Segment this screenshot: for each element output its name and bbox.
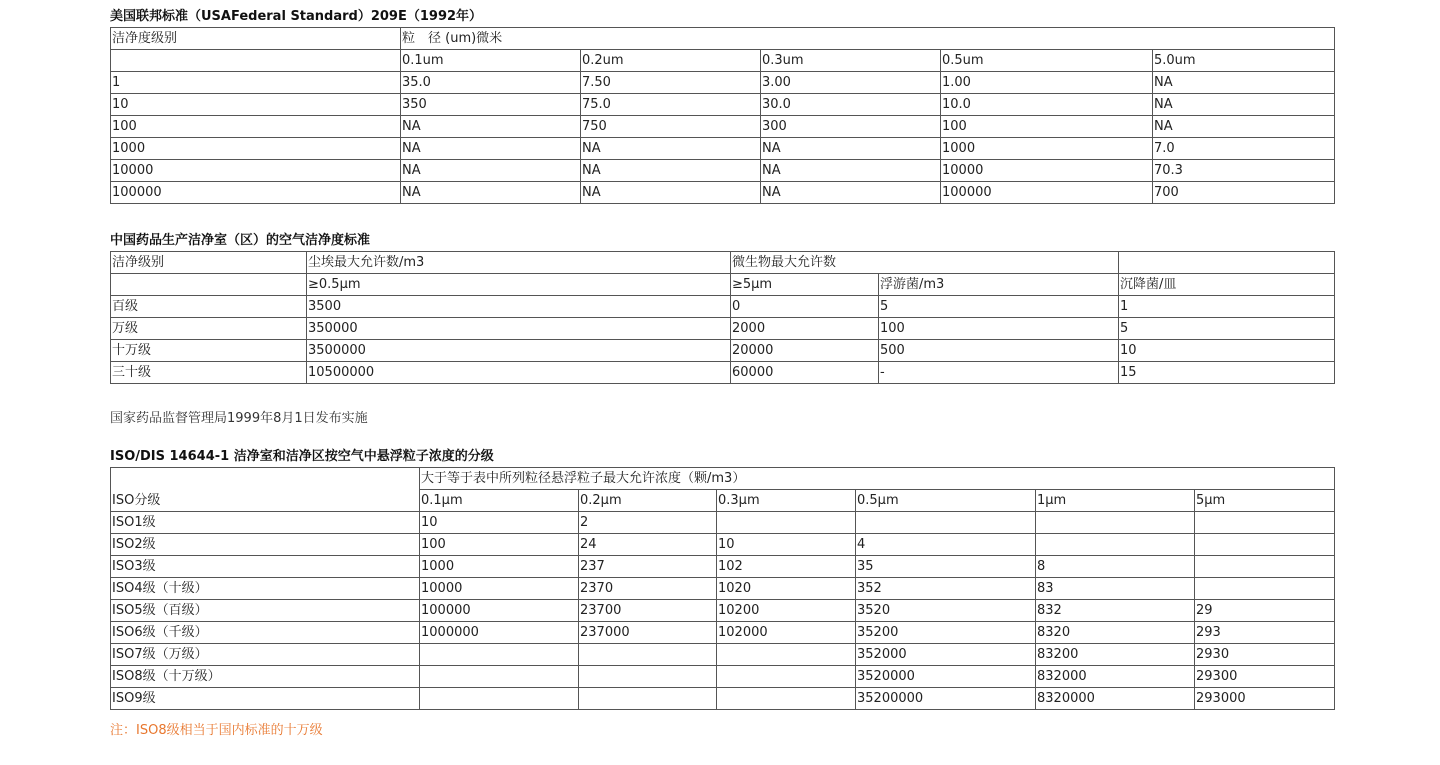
header-cleanliness-level: 洁净度级别 bbox=[111, 28, 401, 50]
cell: 10 bbox=[111, 94, 401, 116]
cell: NA bbox=[1153, 72, 1335, 94]
cell: 35 bbox=[856, 556, 1036, 578]
cell: 十万级 bbox=[111, 340, 307, 362]
cell: 3520 bbox=[856, 600, 1036, 622]
table-row bbox=[111, 160, 1335, 182]
cell: ISO6级（千级） bbox=[111, 622, 420, 644]
cell: 7.50 bbox=[581, 72, 761, 94]
cell: 75.0 bbox=[581, 94, 761, 116]
cell bbox=[717, 512, 856, 534]
cell bbox=[717, 666, 856, 688]
cell: 三十级 bbox=[111, 362, 307, 384]
cell bbox=[1195, 512, 1335, 534]
header-microbe: 微生物最大允许数 bbox=[731, 252, 1119, 274]
cell: 1000000 bbox=[420, 622, 579, 644]
table-row bbox=[111, 340, 1335, 362]
table-row bbox=[111, 622, 1335, 644]
cell: 10200 bbox=[717, 600, 856, 622]
cell bbox=[717, 644, 856, 666]
cell: NA bbox=[581, 138, 761, 160]
cell: 300 bbox=[761, 116, 941, 138]
cell: 83 bbox=[1036, 578, 1195, 600]
cell: 750 bbox=[581, 116, 761, 138]
header-concentration: 大于等于表中所列粒径悬浮粒子最大允许浓度（颗/m3） bbox=[420, 468, 1335, 490]
size-header: 0.5μm bbox=[856, 490, 1036, 512]
cell: 百级 bbox=[111, 296, 307, 318]
header-empty bbox=[111, 50, 401, 72]
cell: - bbox=[879, 362, 1119, 384]
cell bbox=[579, 688, 717, 710]
header-iso-class: ISO分级 bbox=[111, 468, 420, 512]
cell: NA bbox=[401, 182, 581, 204]
cell: 3520000 bbox=[856, 666, 1036, 688]
cell: 100 bbox=[879, 318, 1119, 340]
size-header: 5.0um bbox=[1153, 50, 1335, 72]
size-header: 0.2μm bbox=[579, 490, 717, 512]
cell: 8320 bbox=[1036, 622, 1195, 644]
header-empty bbox=[111, 274, 307, 296]
table-row bbox=[111, 296, 1335, 318]
cell: 29 bbox=[1195, 600, 1335, 622]
sub-header: ≥0.5μm bbox=[307, 274, 731, 296]
cell: 1000 bbox=[111, 138, 401, 160]
cell: 10000 bbox=[941, 160, 1153, 182]
cell: 350 bbox=[401, 94, 581, 116]
table-row bbox=[111, 182, 1335, 204]
cell: 8320000 bbox=[1036, 688, 1195, 710]
cell: 万级 bbox=[111, 318, 307, 340]
cell: 3.00 bbox=[761, 72, 941, 94]
size-header: 5μm bbox=[1195, 490, 1335, 512]
cell: ISO9级 bbox=[111, 688, 420, 710]
cell: 2370 bbox=[579, 578, 717, 600]
cell: 100 bbox=[941, 116, 1153, 138]
china-gmp-table bbox=[110, 251, 1335, 384]
cell: NA bbox=[401, 160, 581, 182]
cell: ISO8级（十万级） bbox=[111, 666, 420, 688]
cell bbox=[579, 666, 717, 688]
cell: NA bbox=[1153, 94, 1335, 116]
table-row bbox=[111, 666, 1335, 688]
size-header: 0.3μm bbox=[717, 490, 856, 512]
section1-title: 美国联邦标准（USAFederal Standard）209E（1992年） bbox=[110, 9, 483, 24]
cell: 102000 bbox=[717, 622, 856, 644]
cell: 102 bbox=[717, 556, 856, 578]
cell: 832 bbox=[1036, 600, 1195, 622]
cell: ISO7级（万级） bbox=[111, 644, 420, 666]
cell bbox=[1036, 534, 1195, 556]
size-header: 0.1μm bbox=[420, 490, 579, 512]
cell: 100000 bbox=[941, 182, 1153, 204]
cell: 4 bbox=[856, 534, 1036, 556]
cell: 1020 bbox=[717, 578, 856, 600]
cell: NA bbox=[761, 160, 941, 182]
cell: 2 bbox=[579, 512, 717, 534]
cell: ISO2级 bbox=[111, 534, 420, 556]
cell: 3500 bbox=[307, 296, 731, 318]
header-level: 洁净级别 bbox=[111, 252, 307, 274]
table-row bbox=[111, 534, 1335, 556]
sub-header: 沉降菌/皿 bbox=[1119, 274, 1335, 296]
cell: 10 bbox=[1119, 340, 1335, 362]
cell bbox=[717, 688, 856, 710]
cell: 10000 bbox=[111, 160, 401, 182]
table-row bbox=[111, 138, 1335, 160]
cell: 500 bbox=[879, 340, 1119, 362]
cell: NA bbox=[581, 160, 761, 182]
table-row bbox=[111, 578, 1335, 600]
cell: 83200 bbox=[1036, 644, 1195, 666]
size-header: 0.1um bbox=[401, 50, 581, 72]
cell: 237 bbox=[579, 556, 717, 578]
cell: 5 bbox=[879, 296, 1119, 318]
cell: 2000 bbox=[731, 318, 879, 340]
cell bbox=[1195, 534, 1335, 556]
table-row bbox=[111, 600, 1335, 622]
cell: 10 bbox=[717, 534, 856, 556]
table-row bbox=[111, 116, 1335, 138]
cell: 350000 bbox=[307, 318, 731, 340]
table-row bbox=[111, 556, 1335, 578]
cell: 100 bbox=[420, 534, 579, 556]
cell: 23700 bbox=[579, 600, 717, 622]
cell: 35200 bbox=[856, 622, 1036, 644]
sub-header: 浮游菌/m3 bbox=[879, 274, 1119, 296]
cell: NA bbox=[401, 116, 581, 138]
cell: 237000 bbox=[579, 622, 717, 644]
table-row bbox=[111, 72, 1335, 94]
cell bbox=[420, 644, 579, 666]
sub-header: ≥5μm bbox=[731, 274, 879, 296]
cell: 10500000 bbox=[307, 362, 731, 384]
cell bbox=[1195, 556, 1335, 578]
cell: 24 bbox=[579, 534, 717, 556]
cell: 0 bbox=[731, 296, 879, 318]
cell: 10 bbox=[420, 512, 579, 534]
cell: NA bbox=[401, 138, 581, 160]
cell: 352 bbox=[856, 578, 1036, 600]
iso-table bbox=[110, 467, 1335, 710]
size-header: 0.2um bbox=[581, 50, 761, 72]
cell bbox=[420, 688, 579, 710]
cell: 29300 bbox=[1195, 666, 1335, 688]
cell: 70.3 bbox=[1153, 160, 1335, 182]
cell: 1000 bbox=[941, 138, 1153, 160]
cell: ISO5级（百级） bbox=[111, 600, 420, 622]
release-note: 国家药品监督管理局1999年8月1日发布实施 bbox=[110, 411, 368, 426]
cell: 100 bbox=[111, 116, 401, 138]
cell: 15 bbox=[1119, 362, 1335, 384]
cell: 293 bbox=[1195, 622, 1335, 644]
table-row bbox=[111, 644, 1335, 666]
size-header: 0.3um bbox=[761, 50, 941, 72]
footnote: 注：ISO8级相当于国内标准的十万级 bbox=[110, 723, 323, 738]
cell: 2930 bbox=[1195, 644, 1335, 666]
cell: ISO1级 bbox=[111, 512, 420, 534]
size-header: 0.5um bbox=[941, 50, 1153, 72]
cell: 5 bbox=[1119, 318, 1335, 340]
cell: 10000 bbox=[420, 578, 579, 600]
table-row bbox=[111, 318, 1335, 340]
cell: 35200000 bbox=[856, 688, 1036, 710]
cell: 700 bbox=[1153, 182, 1335, 204]
size-header: 1μm bbox=[1036, 490, 1195, 512]
cell: 20000 bbox=[731, 340, 879, 362]
cell: 35.0 bbox=[401, 72, 581, 94]
cell: 1.00 bbox=[941, 72, 1153, 94]
cell bbox=[1036, 512, 1195, 534]
cell: 30.0 bbox=[761, 94, 941, 116]
cell: NA bbox=[761, 182, 941, 204]
cell: 100000 bbox=[111, 182, 401, 204]
header-dust: 尘埃最大允许数/m3 bbox=[307, 252, 731, 274]
cell: 1 bbox=[1119, 296, 1335, 318]
section3-title: ISO/DIS 14644-1 洁净室和洁净区按空气中悬浮粒子浓度的分级 bbox=[110, 449, 494, 464]
cell: 60000 bbox=[731, 362, 879, 384]
cell bbox=[1195, 578, 1335, 600]
header-empty bbox=[1119, 252, 1335, 274]
cell: 1000 bbox=[420, 556, 579, 578]
cell: 352000 bbox=[856, 644, 1036, 666]
cell: NA bbox=[1153, 116, 1335, 138]
cell: NA bbox=[761, 138, 941, 160]
cell: 100000 bbox=[420, 600, 579, 622]
table-row bbox=[111, 688, 1335, 710]
us-standard-table bbox=[110, 27, 1335, 204]
cell: 7.0 bbox=[1153, 138, 1335, 160]
cell: 10.0 bbox=[941, 94, 1153, 116]
table-row bbox=[111, 362, 1335, 384]
header-particle-size: 粒 径 (um)微米 bbox=[401, 28, 1335, 50]
cell: 832000 bbox=[1036, 666, 1195, 688]
cell: NA bbox=[581, 182, 761, 204]
cell bbox=[579, 644, 717, 666]
cell: ISO3级 bbox=[111, 556, 420, 578]
section2-title: 中国药品生产洁净室（区）的空气洁净度标准 bbox=[110, 233, 371, 248]
cell bbox=[856, 512, 1036, 534]
table-row bbox=[111, 512, 1335, 534]
cell: ISO4级（十级） bbox=[111, 578, 420, 600]
cell: 3500000 bbox=[307, 340, 731, 362]
cell: 293000 bbox=[1195, 688, 1335, 710]
table-row bbox=[111, 94, 1335, 116]
cell bbox=[420, 666, 579, 688]
cell: 8 bbox=[1036, 556, 1195, 578]
cell: 1 bbox=[111, 72, 401, 94]
